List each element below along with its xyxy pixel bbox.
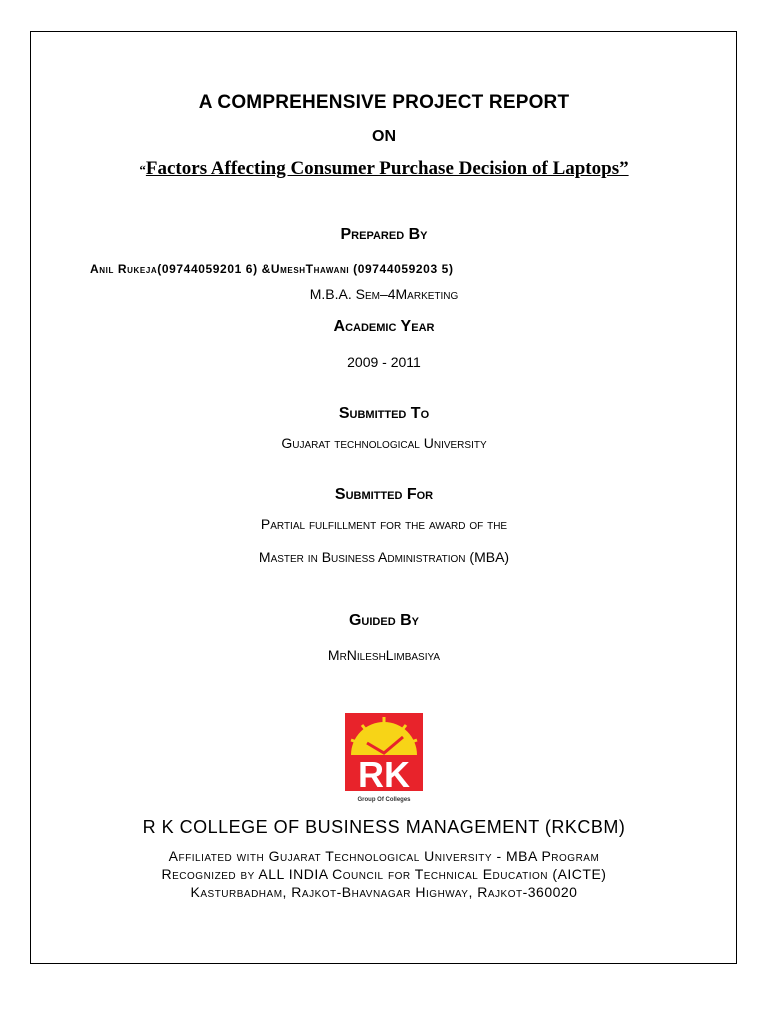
subject-text: Factors Affecting Consumer Purchase Decision of Laptops” — [145, 158, 629, 179]
guided-by-heading: Guided By — [348, 612, 419, 629]
guide-name: MrNileshLimbasiya — [327, 647, 441, 663]
rk-logo-graphic — [345, 713, 423, 803]
prepared-by-heading: Prepared By — [340, 226, 428, 243]
report-title: A COMPREHENSIVE PROJECT REPORT — [198, 92, 570, 113]
on-label: ON — [372, 128, 396, 145]
author-names: Anil Rukeja(09744059201 6) &UmeshThawani (09744059203 5) — [90, 262, 454, 276]
submitted-for-heading: Submitted For — [334, 486, 434, 503]
college-name: R K COLLEGE OF BUSINESS MANAGEMENT (RKCBM) — [142, 817, 626, 837]
college-address: Kasturbadham, Rajkot-Bhavnagar Highway, Rajkot-360020 — [190, 884, 578, 900]
academic-year-heading: Academic Year — [333, 318, 435, 335]
submitted-for-line-1: Partial fulfillment for the award of the — [260, 516, 508, 532]
logo-caption: Group Of Colleges — [357, 797, 411, 803]
college-recognition: Recognized by ALL INDIA Council for Technical Education (AICTE) — [161, 866, 607, 882]
submitted-for-line-2: Master in Business Administration (MBA) — [258, 549, 510, 565]
submitted-to-heading: Submitted To — [338, 405, 430, 422]
project-subject — [0, 158, 768, 180]
university-name: Gujarat technological University — [281, 435, 487, 451]
college-affiliation: Affiliated with Gujarat Technological University - MBA Program — [168, 848, 600, 864]
logo-letters: RK — [358, 754, 410, 795]
academic-year-value: 2009 - 2011 — [347, 354, 421, 370]
program-info: M.B.A. Sem–4Marketing — [309, 286, 459, 302]
subject-open-quote: “ — [139, 162, 146, 177]
college-logo — [345, 713, 423, 803]
